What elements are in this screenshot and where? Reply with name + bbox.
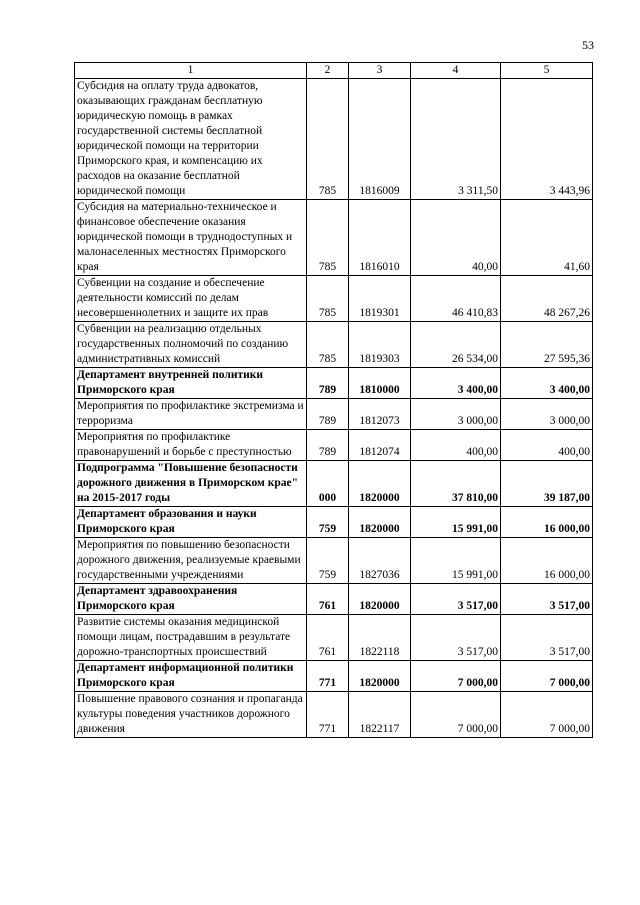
table-row [75,79,593,200]
row-name-cell: Департамент внутренней политики Приморского края [75,368,307,399]
row-amount-2016-cell: 3 311,50 [411,79,501,200]
row-target-code-cell: 1820000 [349,584,411,615]
row-dept-code-cell: 785 [307,200,349,276]
row-dept-code-cell: 761 [307,584,349,615]
row-name-cell: Субсидия на оплату труда адвокатов, оказывающих гражданам бесплатную юридическую помощь в рамках государственной системы бесплатной юридической помощи на территории Приморского края, и компенсацию их расходов на оказание бесплатной юридической помощи [75,79,307,200]
row-amount-2016-cell: 40,00 [411,200,501,276]
row-target-code-cell: 1822117 [349,692,411,738]
table-row [75,399,593,430]
row-dept-code-cell: 759 [307,538,349,584]
row-target-code-cell: 1820000 [349,461,411,507]
row-name-cell: Развитие системы оказания медицинской помощи лицам, пострадавшим в результате дорожно-транспортных происшествий [75,615,307,661]
column-header-5: 5 [501,63,593,79]
budget-table-body [75,63,593,738]
row-name-cell: Мероприятия по профилактике правонарушений и борьбе с преступностью [75,430,307,461]
row-amount-2017-cell: 3 517,00 [501,584,593,615]
row-name-cell: Субвенции на создание и обеспечение деятельности комиссий по делам несовершеннолетних и защите их прав [75,276,307,322]
row-amount-2017-cell: 48 267,26 [501,276,593,322]
row-dept-code-cell: 759 [307,507,349,538]
row-name-cell: Повышение правового сознания и пропаганда культуры поведения участников дорожного движения [75,692,307,738]
row-dept-code-cell: 789 [307,430,349,461]
row-target-code-cell: 1812073 [349,399,411,430]
row-amount-2017-cell: 39 187,00 [501,461,593,507]
row-amount-2017-cell: 3 000,00 [501,399,593,430]
row-target-code-cell: 1816009 [349,79,411,200]
row-name-cell: Департамент информационной политики Приморского края [75,661,307,692]
table-row [75,461,593,507]
row-target-code-cell: 1820000 [349,661,411,692]
row-name-cell: Субвенции на реализацию отдельных государственных полномочий по созданию административных комиссий [75,322,307,368]
row-amount-2016-cell: 37 810,00 [411,461,501,507]
column-header-3: 3 [349,63,411,79]
row-name-cell: Субсидия на материально-техническое и финансовое обеспечение оказания юридической помощи в труднодоступных и малонаселенных местностях Приморского края [75,200,307,276]
row-dept-code-cell: 771 [307,661,349,692]
row-amount-2017-cell: 3 517,00 [501,615,593,661]
row-amount-2016-cell: 3 400,00 [411,368,501,399]
table-row [75,322,593,368]
row-amount-2016-cell: 15 991,00 [411,507,501,538]
row-target-code-cell: 1810000 [349,368,411,399]
table-row [75,430,593,461]
table-row [75,661,593,692]
row-name-cell: Мероприятия по повышению безопасности дорожного движения, реализуемые краевыми государственными учреждениями [75,538,307,584]
row-amount-2016-cell: 26 534,00 [411,322,501,368]
row-dept-code-cell: 761 [307,615,349,661]
row-name-cell: Департамент здравоохранения Приморского края [75,584,307,615]
table-row [75,692,593,738]
row-amount-2016-cell: 3 517,00 [411,584,501,615]
row-dept-code-cell: 785 [307,79,349,200]
row-dept-code-cell: 771 [307,692,349,738]
row-target-code-cell: 1827036 [349,538,411,584]
table-row [75,507,593,538]
row-amount-2016-cell: 7 000,00 [411,661,501,692]
table-row [75,276,593,322]
row-amount-2017-cell: 3 400,00 [501,368,593,399]
row-target-code-cell: 1822118 [349,615,411,661]
table-row [75,200,593,276]
row-amount-2016-cell: 46 410,83 [411,276,501,322]
column-header-1: 1 [75,63,307,79]
row-amount-2017-cell: 7 000,00 [501,692,593,738]
row-dept-code-cell: 789 [307,368,349,399]
row-target-code-cell: 1812074 [349,430,411,461]
row-dept-code-cell: 789 [307,399,349,430]
row-amount-2017-cell: 3 443,96 [501,79,593,200]
table-header-row [75,63,593,79]
row-name-cell: Подпрограмма "Повышение безопасности дорожного движения в Приморском крае" на 2015-2017 годы [75,461,307,507]
column-header-4: 4 [411,63,501,79]
row-target-code-cell: 1819301 [349,276,411,322]
row-amount-2016-cell: 3 000,00 [411,399,501,430]
row-amount-2017-cell: 400,00 [501,430,593,461]
row-amount-2017-cell: 16 000,00 [501,538,593,584]
budget-table [74,62,593,738]
page-number: 53 [582,38,594,52]
row-amount-2017-cell: 27 595,36 [501,322,593,368]
column-header-2: 2 [307,63,349,79]
row-target-code-cell: 1820000 [349,507,411,538]
row-dept-code-cell: 785 [307,322,349,368]
table-row [75,615,593,661]
row-name-cell: Мероприятия по профилактике экстремизма и терроризма [75,399,307,430]
table-row [75,584,593,615]
row-target-code-cell: 1819303 [349,322,411,368]
row-amount-2017-cell: 16 000,00 [501,507,593,538]
row-amount-2016-cell: 400,00 [411,430,501,461]
row-dept-code-cell: 000 [307,461,349,507]
row-amount-2016-cell: 3 517,00 [411,615,501,661]
table-row [75,368,593,399]
row-name-cell: Департамент образования и науки Приморского края [75,507,307,538]
row-amount-2017-cell: 41,60 [501,200,593,276]
row-amount-2017-cell: 7 000,00 [501,661,593,692]
row-dept-code-cell: 785 [307,276,349,322]
row-amount-2016-cell: 15 991,00 [411,538,501,584]
row-amount-2016-cell: 7 000,00 [411,692,501,738]
row-target-code-cell: 1816010 [349,200,411,276]
table-row [75,538,593,584]
